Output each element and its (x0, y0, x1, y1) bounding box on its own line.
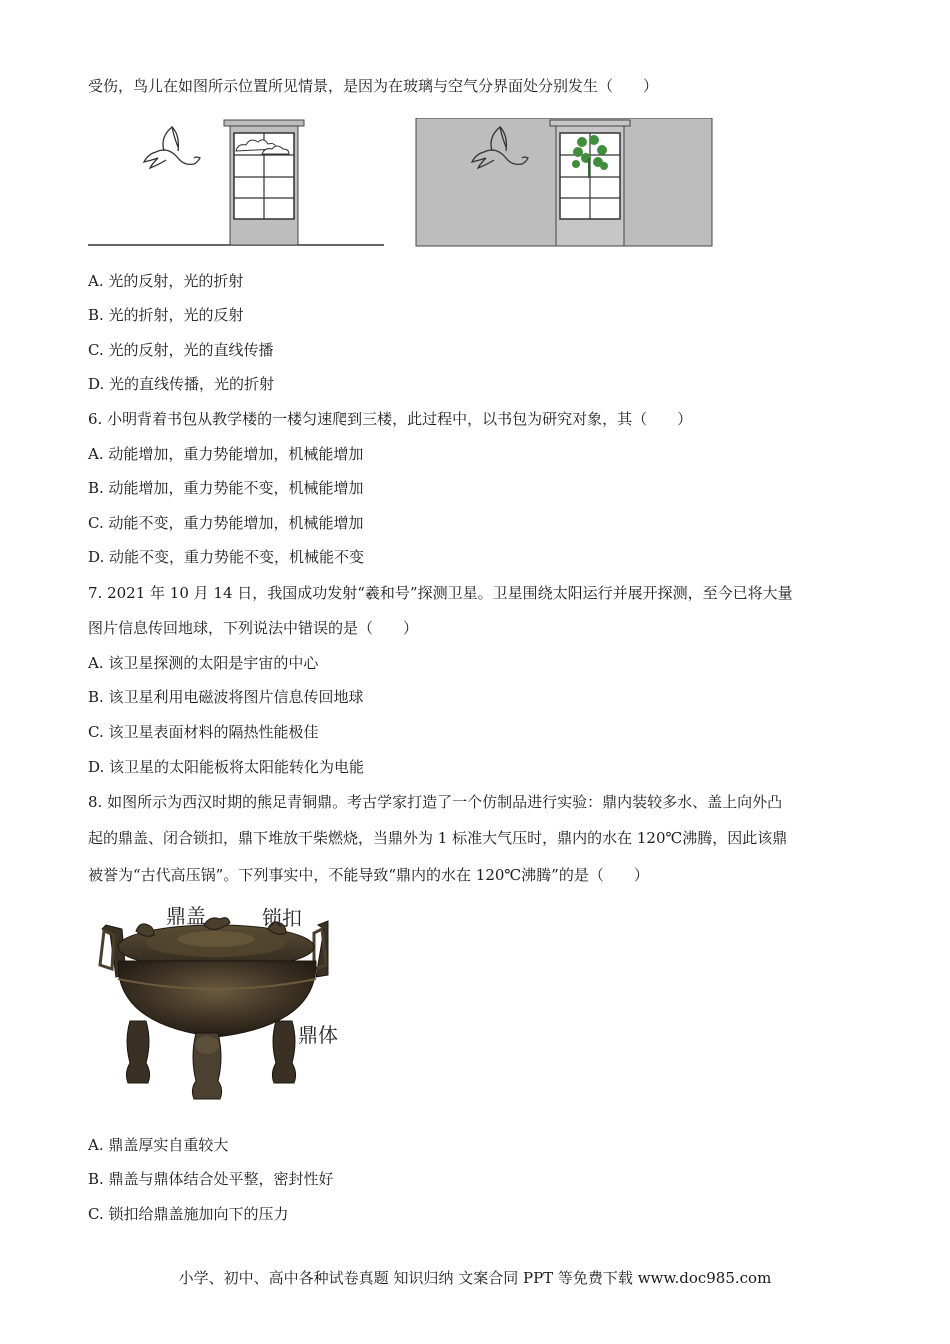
q7-option-a: A. 该卫星探测的太阳是宇宙的中心 (88, 654, 319, 672)
q6-option-a: A. 动能增加，重力势能增加，机械能增加 (88, 445, 364, 463)
q5-option-d: D. 光的直线传播，光的折射 (88, 375, 275, 393)
q8-option-c: C. 锁扣给鼎盖施加向下的压力 (88, 1205, 289, 1223)
q5-option-c: C. 光的反射，光的直线传播 (88, 341, 274, 359)
q7-stem-line2: 图片信息传回地球，下列说法中错误的是（ ） (88, 619, 419, 637)
q8-figure (92, 895, 392, 1115)
q7-option-d: D. 该卫星的太阳能板将太阳能转化为电能 (88, 758, 365, 776)
q5-figure (86, 118, 716, 250)
page-footer: 小学、初中、高中各种试卷真题 知识归纳 文案合同 PPT 等免费下载 www.doc985.com (178, 1269, 772, 1287)
q5-option-a: A. 光的反射，光的折射 (88, 272, 244, 290)
q5-stem: 受伤，鸟儿在如图所示位置所见情景，是因为在玻璃与空气分界面处分别发生（ ） (88, 77, 659, 95)
label-lid: 鼎盖 (166, 904, 206, 928)
q8-stem-line1: 8. 如图所示为西汉时期的熊足青铜鼎。考古学家打造了一个仿制品进行实验：鼎内装较多水、盖上向外凸 (88, 793, 783, 811)
q8-stem-line3: 被誉为“古代高压锅”。下列事实中，不能导致“鼎内的水在 120℃沸腾”的是（ ） (88, 866, 649, 884)
q8-option-a: A. 鼎盖厚实自重较大 (88, 1136, 229, 1154)
q6-option-c: C. 动能不变，重力势能增加，机械能增加 (88, 514, 364, 532)
bronze-ding-image (92, 895, 392, 1115)
left-scene (88, 120, 384, 245)
q6-option-b: B. 动能增加，重力势能不变，机械能增加 (88, 479, 364, 497)
right-scene (416, 118, 712, 246)
q5-option-b: B. 光的折射，光的反射 (88, 306, 244, 324)
bird-icon-left (144, 127, 200, 168)
q6-stem: 6. 小明背着书包从教学楼的一楼匀速爬到三楼，此过程中，以书包为研究对象，其（ ） (88, 410, 693, 428)
q8-stem-line2: 起的鼎盖、闭合锁扣，鼎下堆放干柴燃烧，当鼎外为 1 标准大气压时，鼎内的水在 120℃沸腾，因此该鼎 (88, 829, 788, 847)
q7-stem-line1: 7. 2021 年 10 月 14 日，我国成功发射“羲和号”探测卫星。卫星围绕太阳运行并展开探测，至今已将大量 (88, 584, 793, 602)
q8-option-b: B. 鼎盖与鼎体结合处平整，密封性好 (88, 1170, 334, 1188)
q7-option-b: B. 该卫星利用电磁波将图片信息传回地球 (88, 688, 364, 706)
q6-option-d: D. 动能不变，重力势能不变，机械能不变 (88, 548, 365, 566)
label-lock: 锁扣 (262, 906, 302, 930)
label-body: 鼎体 (298, 1023, 338, 1047)
q7-option-c: C. 该卫星表面材料的隔热性能极佳 (88, 723, 319, 741)
